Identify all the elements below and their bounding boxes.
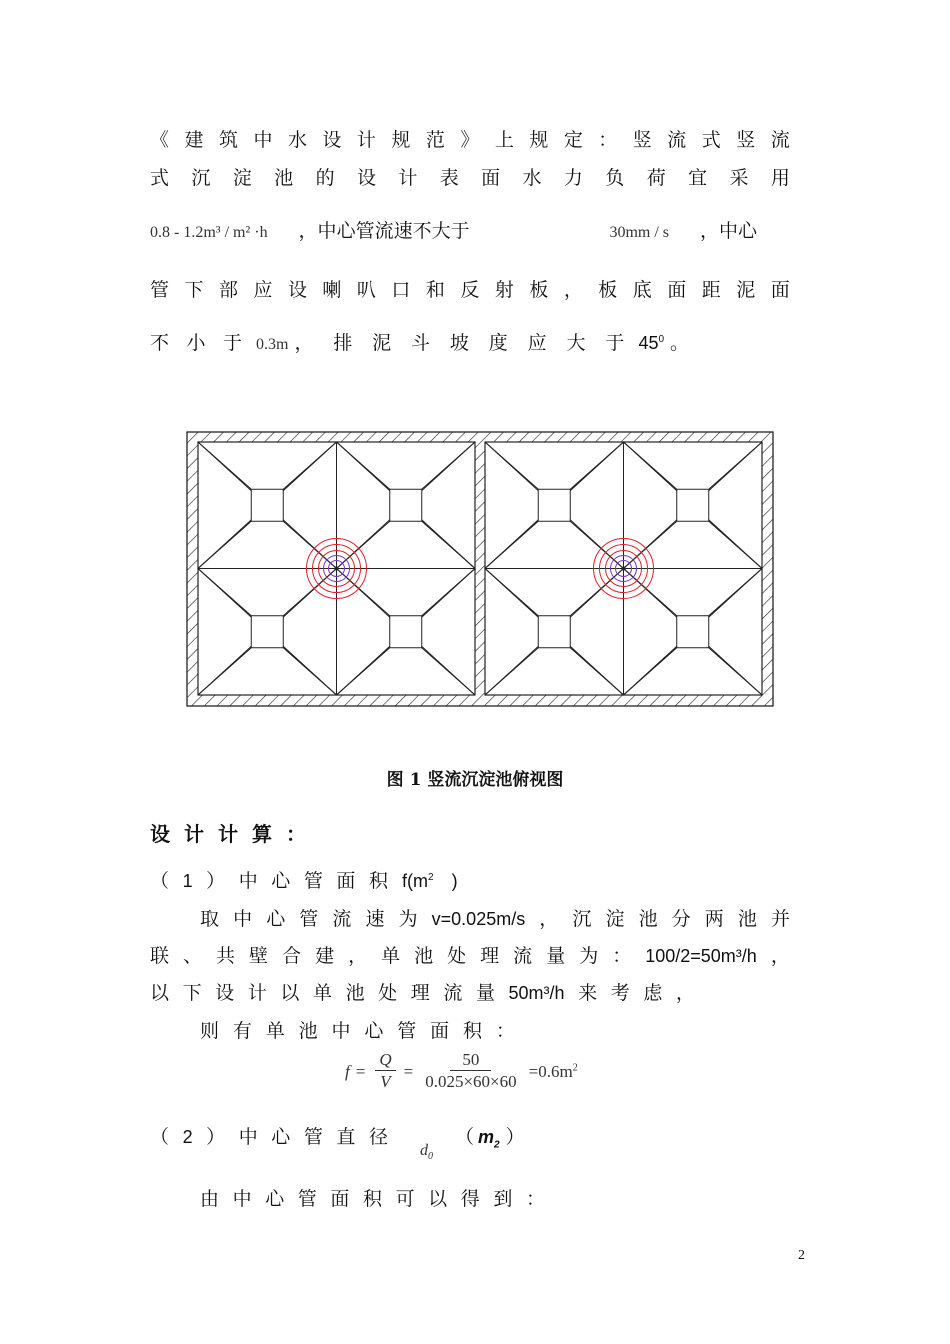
item2-paren-close: ） — [505, 1126, 525, 1148]
text-glyph: 心 — [266, 908, 286, 930]
text-glyph: 中 — [233, 908, 253, 930]
text-glyph: 流 — [667, 129, 687, 151]
p1-line-4 — [200, 1016, 515, 1043]
text-glyph: 的 — [315, 167, 335, 189]
text-glyph: 采 — [729, 167, 749, 189]
text-glyph: 水 — [522, 167, 542, 189]
text-glyph: 可 — [395, 1188, 415, 1210]
formula-lhs: f — [345, 1061, 350, 1081]
angle-value: $45^0$ — [638, 333, 665, 353]
item2-unit: $m_2$ — [478, 1127, 500, 1151]
text-glyph: 池 — [414, 945, 434, 967]
formula-v: V — [380, 1072, 391, 1091]
text-glyph: 管 — [303, 1126, 323, 1148]
text-glyph: 为 — [579, 945, 599, 967]
para-line-3-text2 — [700, 216, 790, 243]
item1-label — [150, 866, 388, 893]
text-glyph: 《 — [150, 129, 170, 151]
text-glyph: 不 — [412, 220, 432, 242]
text-glyph: ， — [699, 220, 719, 242]
tank-plan-figure — [186, 431, 774, 707]
text-glyph: 壁 — [249, 945, 269, 967]
text-glyph: 面 — [667, 279, 687, 301]
text-glyph: 流 — [513, 945, 533, 967]
text-glyph: 流 — [443, 982, 463, 1004]
text-glyph: 心 — [271, 870, 291, 892]
p1-line-2 — [150, 941, 790, 968]
text-glyph: 设 — [322, 129, 342, 151]
text-glyph: 于 — [222, 332, 242, 354]
text-glyph: 心 — [265, 1188, 285, 1210]
text-glyph: 共 — [216, 945, 236, 967]
text-glyph: 单 — [312, 982, 332, 1004]
text-glyph: 池 — [638, 908, 658, 930]
text-glyph: 和 — [425, 279, 445, 301]
text-glyph: （ — [150, 1126, 170, 1148]
text-glyph: 积 — [463, 1020, 483, 1042]
text-glyph: v=0.025m/s — [431, 909, 526, 929]
text-glyph: ， — [348, 945, 368, 967]
text-glyph: 以 — [280, 982, 300, 1004]
text-glyph: 下 — [184, 279, 204, 301]
text-glyph: 以 — [150, 982, 170, 1004]
text-glyph: 大 — [566, 332, 586, 354]
formula-den: 0.025×60×60 — [425, 1072, 517, 1091]
text-glyph: 设 — [287, 279, 307, 301]
text-glyph: 考 — [610, 982, 630, 1004]
text-glyph: 直 — [336, 1126, 356, 1148]
speed-formula: 30mm / s — [609, 224, 670, 241]
para-line-3 — [150, 216, 790, 243]
text-glyph: 联 — [150, 945, 170, 967]
formula-q: Q — [375, 1050, 395, 1071]
text-glyph: 径 — [368, 1126, 388, 1148]
text-glyph: 速 — [365, 908, 385, 930]
para-line-5-text1 — [150, 328, 242, 355]
text-glyph: 于 — [450, 220, 470, 242]
text-glyph: 池 — [274, 167, 294, 189]
text-glyph: 来 — [578, 982, 598, 1004]
text-glyph: ： — [525, 1188, 545, 1210]
text-glyph: ， — [294, 332, 314, 354]
text-glyph: 》 — [460, 129, 480, 151]
formula-frac-qv — [375, 1050, 395, 1093]
text-glyph: 积 — [362, 1188, 382, 1210]
text-glyph: 有 — [232, 1020, 252, 1042]
hopper-square — [677, 489, 709, 521]
para-line-5-end: 。 — [670, 332, 690, 354]
text-glyph: 表 — [439, 167, 459, 189]
text-glyph: 量 — [546, 945, 566, 967]
text-glyph: 面 — [481, 167, 501, 189]
hopper-square — [390, 616, 422, 648]
text-glyph: 积 — [368, 870, 388, 892]
text-glyph: 沉 — [191, 167, 211, 189]
text-glyph: 中 — [238, 1126, 258, 1148]
text-glyph: 口 — [391, 279, 411, 301]
text-glyph: 喇 — [322, 279, 342, 301]
text-glyph: 宜 — [688, 167, 708, 189]
text-glyph: 竖 — [736, 129, 756, 151]
text-glyph: 取 — [200, 908, 220, 930]
text-glyph: 距 — [701, 279, 721, 301]
item2-label — [150, 1122, 388, 1149]
item2-line — [150, 1122, 790, 1163]
item2-paren-open: （ — [455, 1126, 475, 1148]
para-line-2 — [150, 163, 790, 190]
tank-right — [485, 442, 762, 695]
formula-eq1: = — [355, 1061, 366, 1081]
text-glyph: 合 — [282, 945, 302, 967]
text-glyph: 处 — [447, 945, 467, 967]
text-glyph: 叭 — [356, 279, 376, 301]
text-glyph: 建 — [184, 129, 204, 151]
text-glyph: 管 — [297, 1188, 317, 1210]
text-glyph: 单 — [381, 945, 401, 967]
text-glyph: 量 — [475, 982, 495, 1004]
text-glyph: 管 — [303, 870, 323, 892]
hopper-square — [251, 616, 283, 648]
hopper-square — [390, 489, 422, 521]
text-glyph: 100/2=50m³/h — [645, 946, 757, 966]
text-glyph: 中 — [253, 129, 273, 151]
text-glyph: 分 — [671, 908, 691, 930]
text-glyph: 心 — [271, 1126, 291, 1148]
tank-left — [198, 442, 475, 695]
text-glyph: 中 — [317, 220, 337, 242]
text-glyph: 上 — [494, 129, 514, 151]
text-glyph: 式 — [150, 167, 170, 189]
text-glyph: 池 — [737, 908, 757, 930]
text-glyph: 得 — [460, 1188, 480, 1210]
formula-result: $=0.6m^2$ — [528, 1061, 578, 1081]
text-glyph: 计 — [356, 129, 376, 151]
text-glyph: 理 — [480, 945, 500, 967]
text-glyph: ： — [495, 1020, 515, 1042]
text-glyph: 竖 — [632, 129, 652, 151]
text-glyph: 心 — [364, 1020, 384, 1042]
text-glyph: 规 — [529, 129, 549, 151]
figure-caption: 图 1 竖流沉淀池俯视图 — [386, 770, 564, 790]
p2-line — [200, 1184, 545, 1211]
text-glyph: 大 — [431, 220, 451, 242]
text-glyph: ： — [612, 945, 632, 967]
text-glyph: 负 — [605, 167, 625, 189]
p1-line-3 — [150, 978, 695, 1005]
text-glyph: 2 — [182, 1127, 193, 1147]
text-glyph: 为 — [398, 908, 418, 930]
text-glyph: ， — [298, 220, 318, 242]
text-glyph: 管 — [150, 279, 170, 301]
area-formula — [345, 1050, 578, 1093]
para-line-5 — [150, 328, 790, 355]
clearance-value: 0.3m — [256, 336, 289, 353]
para-line-1 — [150, 125, 790, 152]
hopper-square — [538, 616, 570, 648]
text-glyph: 管 — [397, 1020, 417, 1042]
text-glyph: 范 — [425, 129, 445, 151]
text-glyph: 板 — [598, 279, 618, 301]
para-line-3-text1 — [299, 216, 579, 243]
hopper-square — [677, 616, 709, 648]
text-glyph: 50m³/h — [508, 983, 565, 1003]
text-glyph: 两 — [704, 908, 724, 930]
text-glyph: ， — [539, 908, 559, 930]
text-glyph: 于 — [605, 332, 625, 354]
text-glyph: 小 — [186, 332, 206, 354]
text-glyph: 则 — [200, 1020, 220, 1042]
item1-close: ) — [451, 871, 458, 891]
text-glyph: 由 — [200, 1188, 220, 1210]
text-glyph: 不 — [150, 332, 170, 354]
hopper-square — [538, 489, 570, 521]
text-glyph: 排 — [333, 332, 353, 354]
para-line-5-text2 — [294, 328, 624, 355]
text-glyph: 中 — [232, 1188, 252, 1210]
text-glyph: 速 — [393, 220, 413, 242]
page-number: 2 — [798, 1248, 805, 1263]
text-glyph: 面 — [770, 279, 790, 301]
text-glyph: 流 — [332, 908, 352, 930]
text-glyph: 沉 — [572, 908, 592, 930]
text-glyph: 淀 — [232, 167, 252, 189]
text-glyph: 力 — [563, 167, 583, 189]
text-glyph: 中 — [718, 220, 738, 242]
text-glyph: ） — [206, 870, 226, 892]
text-glyph: 建 — [315, 945, 335, 967]
text-glyph: 虑 — [643, 982, 663, 1004]
text-glyph: 处 — [378, 982, 398, 1004]
text-glyph: ） — [206, 1126, 226, 1148]
text-glyph: 到 — [493, 1188, 513, 1210]
text-glyph: 流 — [770, 129, 790, 151]
text-glyph: （ — [150, 870, 170, 892]
text-glyph: 板 — [529, 279, 549, 301]
para-line-4 — [150, 275, 790, 302]
text-glyph: 式 — [701, 129, 721, 151]
text-glyph: 以 — [428, 1188, 448, 1210]
text-glyph: 面 — [430, 1020, 450, 1042]
text-glyph: 流 — [374, 220, 394, 242]
text-glyph: ， — [563, 279, 583, 301]
text-glyph: 计 — [247, 982, 267, 1004]
text-glyph: 定 — [563, 129, 583, 151]
text-glyph: 应 — [527, 332, 547, 354]
formula-frac-num — [421, 1050, 520, 1093]
text-glyph: 心 — [738, 220, 758, 242]
text-glyph: 用 — [770, 167, 790, 189]
load-formula: 0.8 - 1.2m³ / m² ·h — [150, 224, 268, 241]
text-glyph: 斗 — [411, 332, 431, 354]
center-point — [622, 567, 626, 571]
text-glyph: 泥 — [736, 279, 756, 301]
text-glyph: 射 — [494, 279, 514, 301]
item1-line — [150, 866, 790, 893]
formula-num: 50 — [450, 1050, 491, 1071]
text-glyph: 管 — [355, 220, 375, 242]
text-glyph: 反 — [460, 279, 480, 301]
text-glyph: 并 — [770, 908, 790, 930]
text-glyph: 、 — [183, 945, 203, 967]
text-glyph: 淀 — [605, 908, 625, 930]
text-glyph: 池 — [298, 1020, 318, 1042]
item1-symbol: $f(m^2$ — [402, 871, 434, 891]
text-glyph: 坡 — [449, 332, 469, 354]
text-glyph: 应 — [253, 279, 273, 301]
text-glyph: ： — [598, 129, 618, 151]
text-glyph: 度 — [488, 332, 508, 354]
text-glyph: 下 — [182, 982, 202, 1004]
text-glyph: ， — [675, 982, 695, 1004]
formula-eq2: = — [403, 1061, 414, 1081]
item2-symbol: $d_0$ — [420, 1142, 433, 1163]
text-glyph: 设 — [356, 167, 376, 189]
section-heading: 设计计算： — [150, 822, 320, 846]
angle-sup: 0 — [658, 334, 665, 345]
text-glyph: 水 — [287, 129, 307, 151]
center-point — [335, 567, 339, 571]
text-glyph: 单 — [265, 1020, 285, 1042]
text-glyph: 理 — [410, 982, 430, 1004]
text-glyph: 面 — [330, 1188, 350, 1210]
text-glyph: 心 — [336, 220, 356, 242]
p1-line-1 — [200, 904, 790, 931]
text-glyph: 部 — [218, 279, 238, 301]
hopper-square — [251, 489, 283, 521]
text-glyph: 规 — [391, 129, 411, 151]
text-glyph: 中 — [331, 1020, 351, 1042]
text-glyph: 管 — [299, 908, 319, 930]
text-glyph: 计 — [398, 167, 418, 189]
text-glyph: 筑 — [218, 129, 238, 151]
text-glyph: 中 — [238, 870, 258, 892]
text-glyph: 池 — [345, 982, 365, 1004]
text-glyph: 荷 — [646, 167, 666, 189]
text-glyph: 底 — [632, 279, 652, 301]
text-glyph: 面 — [336, 870, 356, 892]
text-glyph: 设 — [215, 982, 235, 1004]
text-glyph: ， — [770, 945, 790, 967]
text-glyph: 泥 — [372, 332, 392, 354]
text-glyph: 1 — [182, 871, 193, 891]
